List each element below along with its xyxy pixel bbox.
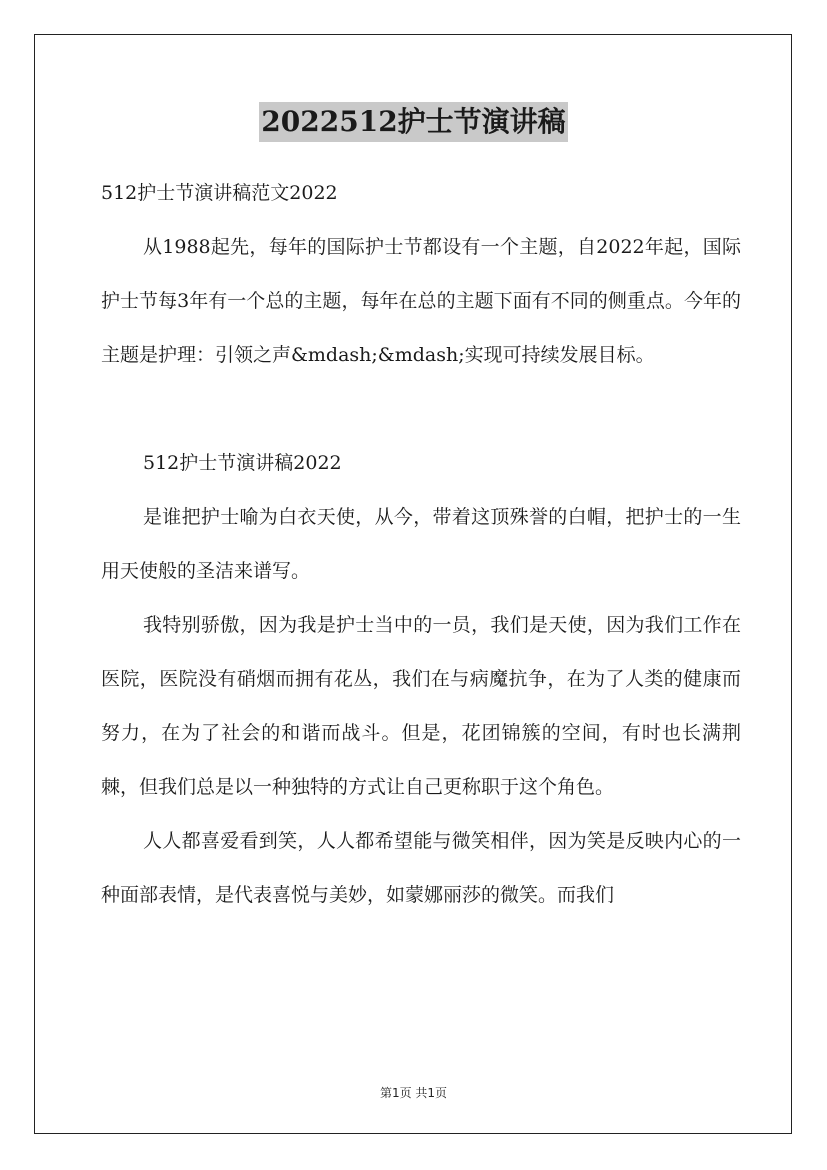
page-number-label: 第1页 共1页 [379,1086,448,1100]
intro-paragraph: 从1988起先，每年的国际护士节都设有一个主题，自2022年起，国际护士节每3年有一个总的主题，每年在总的主题下面有不同的侧重点。今年的主题是护理：引领之声&mdash;&mdash;实现可持续发展目标。 [101,236,741,366]
document-body [101,166,741,922]
document-heading: 512护士节演讲稿范文2022 [101,182,338,204]
body-paragraph-2: 我特别骄傲，因为我是护士当中的一员，我们是天使，因为我们工作在医院，医院没有硝烟而拥有花丛，我们在与病魔抗争，在为了人类的健康而努力，在为了社会的和谐而战斗。但是，花团锦簇的空间，有时也长满荆棘，但我们总是以一种独特的方式让自己更称职于这个角色。 [101,614,741,798]
paragraph-gap [101,382,741,436]
document-title: 2022512护士节演讲稿 [259,102,567,142]
page-footer [0,1084,827,1101]
body-paragraph-3: 人人都喜爱看到笑，人人都希望能与微笑相伴，因为笑是反映内心的一种面部表情，是代表喜悦与美妙，如蒙娜丽莎的微笑。而我们 [101,830,741,906]
section-title: 512护士节演讲稿2022 [143,452,342,474]
body-paragraph-1: 是谁把护士喻为白衣天使，从今，带着这顶殊誉的白帽，把护士的一生用天使般的圣洁来谱写。 [101,506,741,582]
title-container [0,102,827,142]
